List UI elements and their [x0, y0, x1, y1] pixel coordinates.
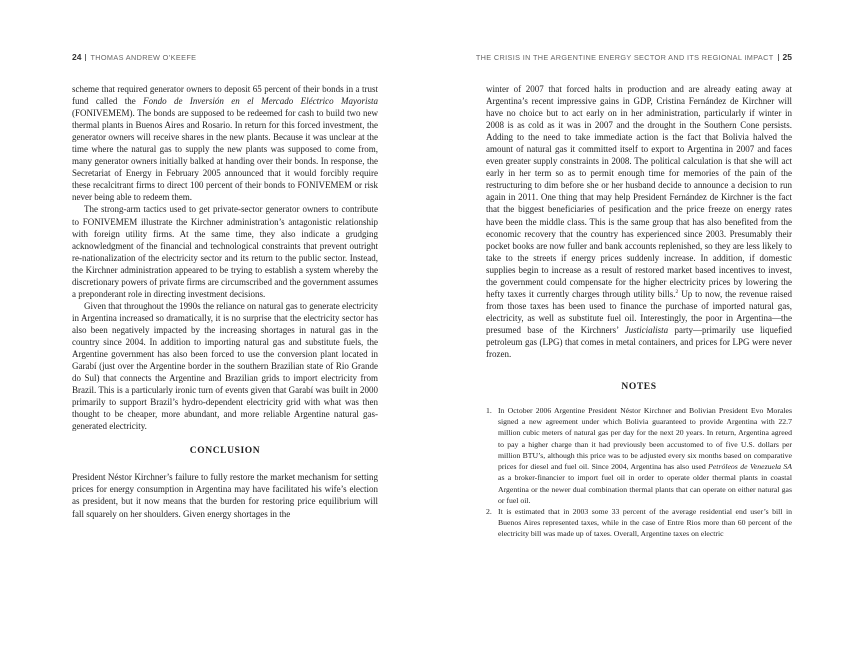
paragraph-text: scheme that required generator owners to deposit 65 percent of their bonds in a trust fund called the [72, 84, 378, 107]
note-text: In October 2006 Argentine President Néstor Kirchner and Bolivian President Evo Morales signed a new agreement under which Bolivia guaranteed to provide Argentina with 22.7 million cubic meters of natural gas per day for the next 20 years. In return, Argentina agreed to pay a higher charge than it had previously been accustomed to of five U.S. dollars per million BTU’s, although this price was to be adjusted every six months based on comparative prices for diesel and fuel oil. Since 2004, Argentina has also used [498, 406, 792, 472]
right-page-number: 25 [782, 52, 792, 62]
note-item [486, 405, 792, 506]
paragraph-text: winter of 2007 that forced halts in production and are already eating away at Argentina’s recent impressive gains in GDP, Cristina Fernández de Kirchner will have no choice but to act early on in her administration, particularly if winter in 2008 is as cold as it was in 2007 and the drought in the Southern Cone persists. Adding to the need to take immediate action is the fact that Bolivia halved the amount of natural gas it committed itself to export to Argentina in 2007 and faces even greater supply constraints in 2008. The political calculation is that she will act early in her term so as to permit enough time for memories of the pain of the restructuring to dim before she or her husband decide to announce a decision to run again in 2011. One thing that may help President Fernández de Kirchner is the fact that the biggest beneficiaries of pesification and the price freeze on energy rates have been the middle class. This is the same group that has also benefited from the economic recovery that the country has experienced since 2003. Presumably their pocket books are now fuller and bank accounts replenished, so they are less likely to take to the streets if energy prices suddenly increase. In addition, if domestic supplies begin to increase as a result of restored market based incentives to invest, the government could compensate for the higher electricity prices by lowering the hefty taxes it currently charges through utility bills. [486, 84, 792, 299]
company-name-italic: Petróleos de Venezuela SA [708, 462, 792, 472]
paragraph-text: party—primarily use liquefied petroleum gas (LPG) that comes in metal containers, and prices for LPG were never frozen. [486, 324, 792, 360]
fund-name-italic: Fondo de Inversión en el Mercado Eléctrico Mayorista [143, 96, 378, 107]
note-reference[interactable]: 2 [675, 288, 679, 295]
conclusion-heading: CONCLUSION [189, 446, 261, 457]
notes-list [486, 405, 792, 539]
paragraph: The strong-arm tactics used to get private-sector generator owners to contribute to FONIVEMEM illustrate the Kirchner administration’s antagonistic relationship with foreign utility firms. At the same time, they also indicate a grudging acknowledgment of the financial and technological constraints that prevent outright re-nationalization of the electricity sector and its return to the public sector. Instead, the Kirchner administration appeared to be trying to establish a system whereby the discretionary powers of private firms are circumscribed and the government assumes a preponderant role in directing investment decisions. [72, 204, 378, 299]
paragraph [72, 83, 378, 203]
conclusion-paragraph: President Néstor Kirchner’s failure to fully restore the market mechanism for setting prices for energy consumption in Argentina may have facilitated his wife’s election as president, but it now means that the burden for restoring price equilibrium will fall squarely on her shoulders. Given energy shortages in the [72, 472, 378, 519]
right-page [432, 0, 864, 648]
right-running-head [476, 52, 792, 62]
note-item [486, 506, 792, 540]
left-running-head [72, 52, 196, 62]
notes-heading: NOTES [621, 382, 657, 393]
paragraph-text: Up to now, the revenue raised from those taxes has been used to finance the purchase of imported natural gas, electricity, as well as substitute fuel oil. Interestingly, the poor in Argentina—the presumed base of the Kirchners’ [486, 288, 792, 335]
paragraph: Given that throughout the 1990s the reliance on natural gas to generate electricity in Argentina increased so dramatically, it is no surprise that the electricity sector has also been negatively impacted by the increasing shortages in natural gas in the country since 2004. In addition to importing natural gas and substitute fuels, the Argentine government has also been forced to use the conversion plant located in Garabí (just over the Argentine border in the southern Brazilian state of Rio Grande do Sul) that connects the Argentine and Brazilian grids to import electricity from Brazil. This is a particularly ironic turn of events given that Garabí was built in 2000 primarily to support Brazil’s hydro-dependent electricity grid with what was then thought to be cheaper, more abundant, and more reliable Argentine natural gas-generated electricity. [72, 300, 378, 432]
left-body-text [72, 83, 378, 520]
note-text: It is estimated that in 2003 some 33 percent of the average residential end user’s bill in Buenos Aires represented taxes, while in the case of Entre Rios more than 60 percent of the electricity bill was made up of taxes. Overall, Argentine taxes on electric [498, 506, 792, 539]
note-number: 2. [486, 506, 492, 516]
paragraph [486, 83, 792, 360]
note-number: 1. [486, 406, 492, 416]
right-running-head-title: THE CRISIS IN THE ARGENTINE ENERGY SECTOR AND ITS REGIONAL IMPACT [475, 53, 774, 62]
note-text: as a broker-financier to import fuel oil in order to operate older thermal plants in coastal Argentina or the newer dual combination thermal plants that can operate on either natural gas or fuel oil. [498, 473, 792, 505]
paragraph-text: (FONIVEMEM). The bonds are supposed to be redeemed for cash to build two new thermal plants in Buenos Aires and Rosario. In return for this forced investment, the generator owners will receive shares in the new plants. Because it was unclear at the time where the natural gas to supply the new plants was supposed to come from, many generator owners initially balked at handing over their bonds. In response, the Secretariat of Energy in February 2005 announced that it would forcibly require these recalcitrant firms to direct 100 percent of their bonds to FONIVEMEM or risk never being able to redeem them. [72, 108, 378, 203]
left-running-head-title: THOMAS ANDREW O’KEEFE [90, 53, 197, 62]
party-name-italic: Justicialista [624, 324, 669, 335]
right-body-text [486, 83, 792, 540]
left-page-number: 24 [72, 52, 82, 62]
running-head-separator [778, 54, 779, 61]
running-head-separator [85, 54, 86, 61]
